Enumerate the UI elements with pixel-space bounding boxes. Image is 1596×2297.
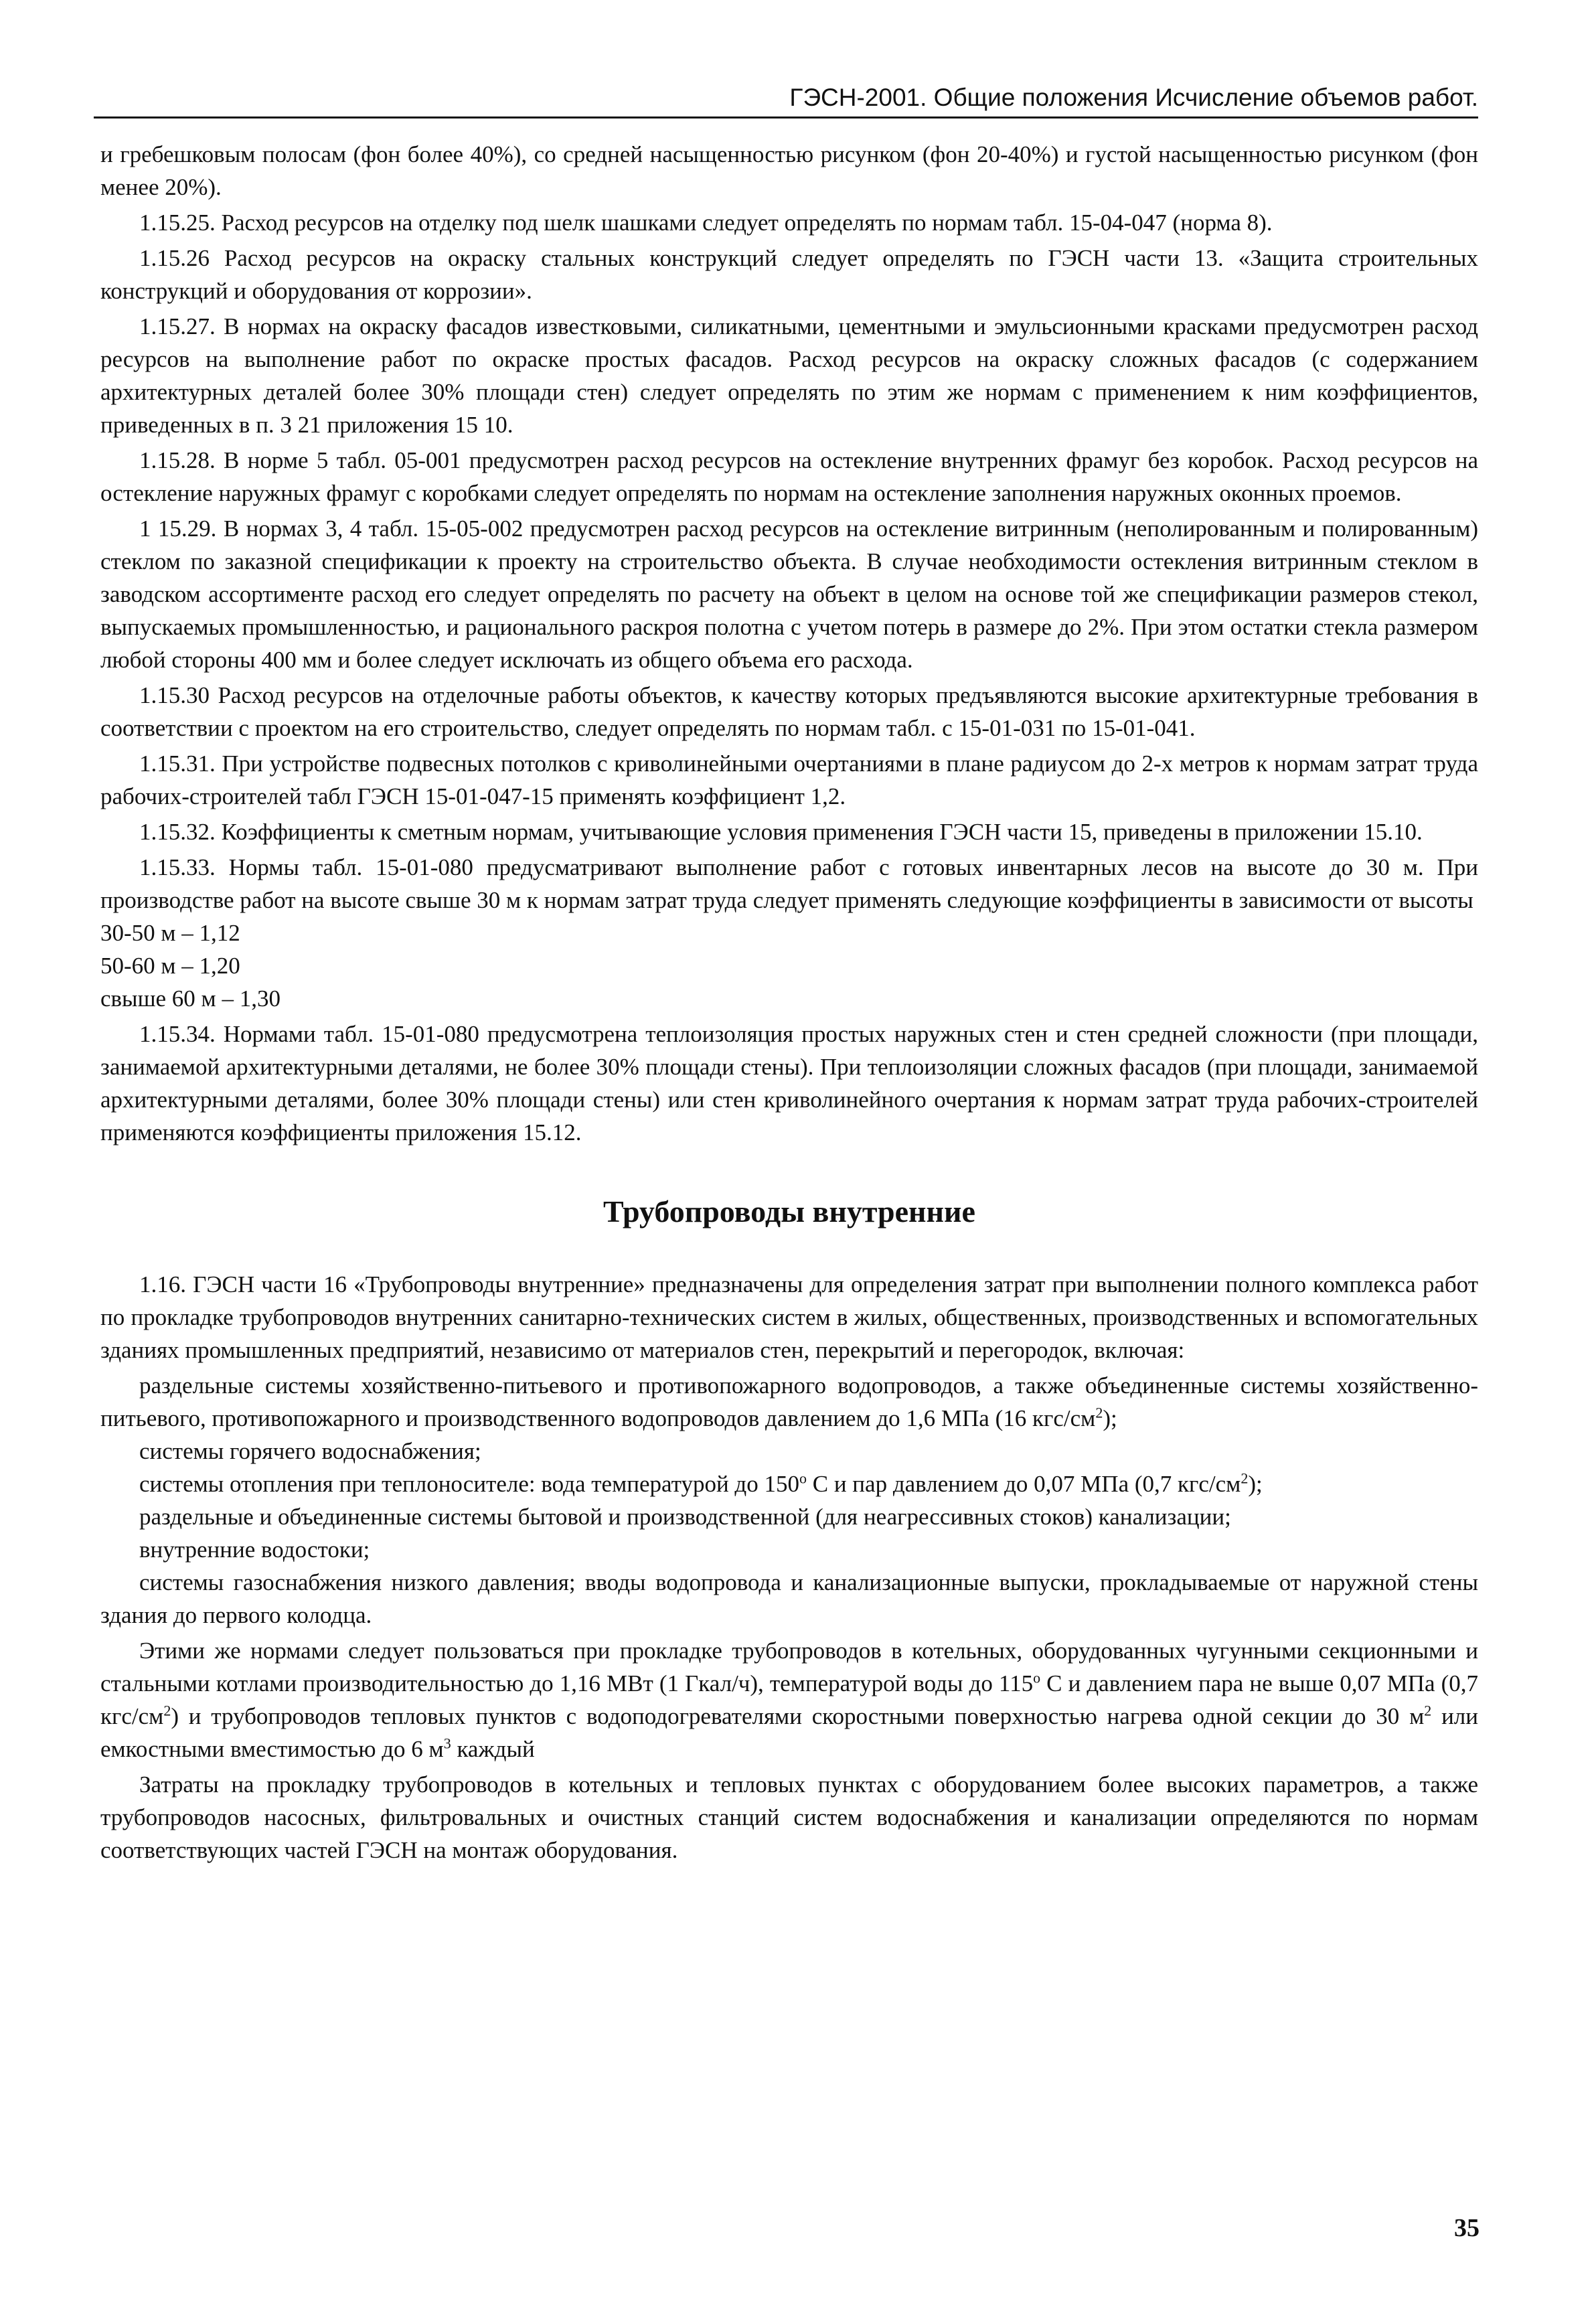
paragraph-text: или емкостными вместимостью до 6 м <box>100 1703 1478 1762</box>
list-item-text: системы отопления при теплоносителе: вода температурой до 150 <box>139 1471 799 1497</box>
paragraph-text: каждый <box>451 1736 535 1762</box>
degree-mark: o <box>1033 1669 1041 1686</box>
paragraph-text: С и давлением пара не выше 0,07 МПа (0,7 кгс/см <box>100 1670 1478 1729</box>
paragraph-1-15-25: 1.15.25. Расход ресурсов на отделку под шелк шашками следует определять по нормам табл. 15-04-047 (норма 8). <box>139 210 1273 236</box>
list-item-text: раздельные системы хозяйственно-питьевого и противопожарного водопроводов, а также объединенные системы хозяйственно-питьевого, противопожарного и производственного водопроводов давлением до 1,6 МПа (16 кгс/см <box>100 1372 1478 1431</box>
paragraph-1-15-30: 1.15.30 Расход ресурсов на отделочные работы объектов, к качеству которых предъявляются высокие архитектурные требования в соответствии с проектом на его строительство, следует определять по нормам табл. с 15-01-031 по 15-01-041. <box>100 682 1478 741</box>
coefficient-line: 50-60 м – 1,20 <box>100 953 240 979</box>
section-title: Трубопроводы внутренние <box>603 1194 975 1229</box>
paragraph-1-15-33: 1.15.33. Нормы табл. 15-01-080 предусматривают выполнение работ с готовых инвентарных лесов на высоте до 30 м. При производстве работ на высоте свыше 30 м к нормам затрат труда следует применять следующие коэффициенты в зависимости от высоты <box>100 854 1478 913</box>
paragraph-1-15-32: 1.15.32. Коэффициенты к сметным нормам, учитывающие условия применения ГЭСН части 15, приведены в приложении 15.10. <box>139 819 1423 845</box>
superscript: 3 <box>443 1735 451 1752</box>
paragraph-1-15-28: 1.15.28. В норме 5 табл. 05-001 предусмотрен расход ресурсов на остекление внутренних фрамуг без коробок. Расход ресурсов на остекление наружных фрамуг с коробками следует определять по нормам на остекление заполнения наружных оконных проемов. <box>100 447 1478 506</box>
superscript: 2 <box>1241 1470 1249 1487</box>
paragraph-1-15-26: 1.15.26 Расход ресурсов на окраску стальных конструкций следует определять по ГЭСН части 13. «Защита строительных конструкций и оборудования от коррозии». <box>100 245 1478 304</box>
list-item-text: ); <box>1248 1471 1263 1497</box>
paragraph-1-16: 1.16. ГЭСН части 16 «Трубопроводы внутренние» предназначены для определения затрат при выполнении полного комплекса работ по прокладке трубопроводов внутренних санитарно-технических систем в жилых, общественных, производственных и вспомогательных зданиях промышленных предприятий, независимо от материалов стен, перекрытий и перегородок, включая: <box>100 1271 1478 1363</box>
paragraph-1-15-31: 1.15.31. При устройстве подвесных потолков с криволинейными очертаниями в плане радиусом до 2-х метров к нормам затрат труда рабочих-строителей табл ГЭСН 15-01-047-15 применять коэффициент 1,2. <box>100 750 1478 809</box>
list-item-heating <box>100 1468 1478 1500</box>
coefficient-line: свыше 60 м – 1,30 <box>100 985 281 1012</box>
paragraph-text: Этими же нормами следует пользоваться при прокладке трубопроводов в котельных, оборудованных чугунными секционными и стальными котлами производительностью до 1,16 МВт (1 Гкал/ч), температурой воды до 115 <box>100 1638 1478 1696</box>
list-item-water-systems <box>100 1369 1478 1435</box>
paragraph-boiler-rooms <box>100 1634 1478 1765</box>
paragraph-continuation: и гребешковым полосам (фон более 40%), со средней насыщенностью рисунком (фон 20-40%) и густой насыщенностью рисунком (фон менее 20%). <box>100 141 1478 200</box>
paragraph-costs: Затраты на прокладку трубопроводов в котельных и тепловых пунктах с оборудованием более высоких параметров, а также трубопроводов насосных, фильтровальных и очистных станций систем водоснабжения и канализации определяются по нормам соответствующих частей ГЭСН на монтаж оборудования. <box>100 1771 1478 1863</box>
paragraph-text: ) и трубопроводов тепловых пунктов с водоподогревателями скоростными поверхностью нагрева одной секции до 30 м <box>171 1703 1425 1729</box>
list-item-text: ); <box>1103 1405 1117 1431</box>
superscript: 2 <box>163 1702 171 1719</box>
list-item-text: С и пар давлением до 0,07 МПа (0,7 кгс/см <box>806 1471 1241 1497</box>
running-header: ГЭСН-2001. Общие положения Исчисление объемов работ. <box>94 83 1478 118</box>
list-item-gas: системы газоснабжения низкого давления; вводы водопровода и канализационные выпуски, прокладываемые от наружной стены здания до первого колодца. <box>100 1569 1478 1628</box>
coefficient-line: 30-50 м – 1,12 <box>100 920 240 946</box>
list-item-hot-water: системы горячего водоснабжения; <box>139 1438 481 1464</box>
superscript: 2 <box>1424 1702 1432 1719</box>
page-number: 35 <box>1454 2214 1480 2242</box>
list-item-sewerage: раздельные и объединенные системы бытовой и производственной (для неагрессивных стоков) канализации; <box>139 1504 1231 1530</box>
list-item-drains: внутренние водостоки; <box>139 1536 370 1563</box>
page-body <box>100 138 1478 1867</box>
degree-mark: o <box>799 1470 807 1487</box>
superscript: 2 <box>1095 1404 1103 1421</box>
paragraph-1-15-29: 1 15.29. В нормах 3, 4 табл. 15-05-002 предусмотрен расход ресурсов на остекление витринным (неполированным и полированным) стеклом по заказной спецификации к проекту на строительство объекта. В случае необходимости остекления витринным стеклом в заводском ассортименте расход его следует определять по расчету на объект в целом на основе той же спецификации размеров стекол, выпускаемых промышленностью, и рационального раскроя полотна с учетом потерь в размере до 2%. При этом остатки стекла размером любой стороны 400 мм и более следует исключать из общего объема его расхода. <box>100 516 1478 673</box>
paragraph-1-15-34: 1.15.34. Нормами табл. 15-01-080 предусмотрена теплоизоляция простых наружных стен и стен средней сложности (при площади, занимаемой архитектурными деталями, не более 30% площади стены). При теплоизоляции сложных фасадов (при площади, занимаемой архитектурными деталями, более 30% площади стены) или стен криволинейного очертания к нормам затрат труда рабочих-строителей применяются коэффициенты приложения 15.12. <box>100 1021 1478 1145</box>
paragraph-1-15-27: 1.15.27. В нормах на окраску фасадов известковыми, силикатными, цементными и эмульсионными красками предусмотрен расход ресурсов на выполнение работ по окраске простых фасадов. Расход ресурсов на окраску сложных фасадов (с содержанием архитектурных деталей более 30% площади стен) следует определять по этим же нормам с применением к ним коэффициентов, приведенных в п. 3 21 приложения 15 10. <box>100 313 1478 438</box>
